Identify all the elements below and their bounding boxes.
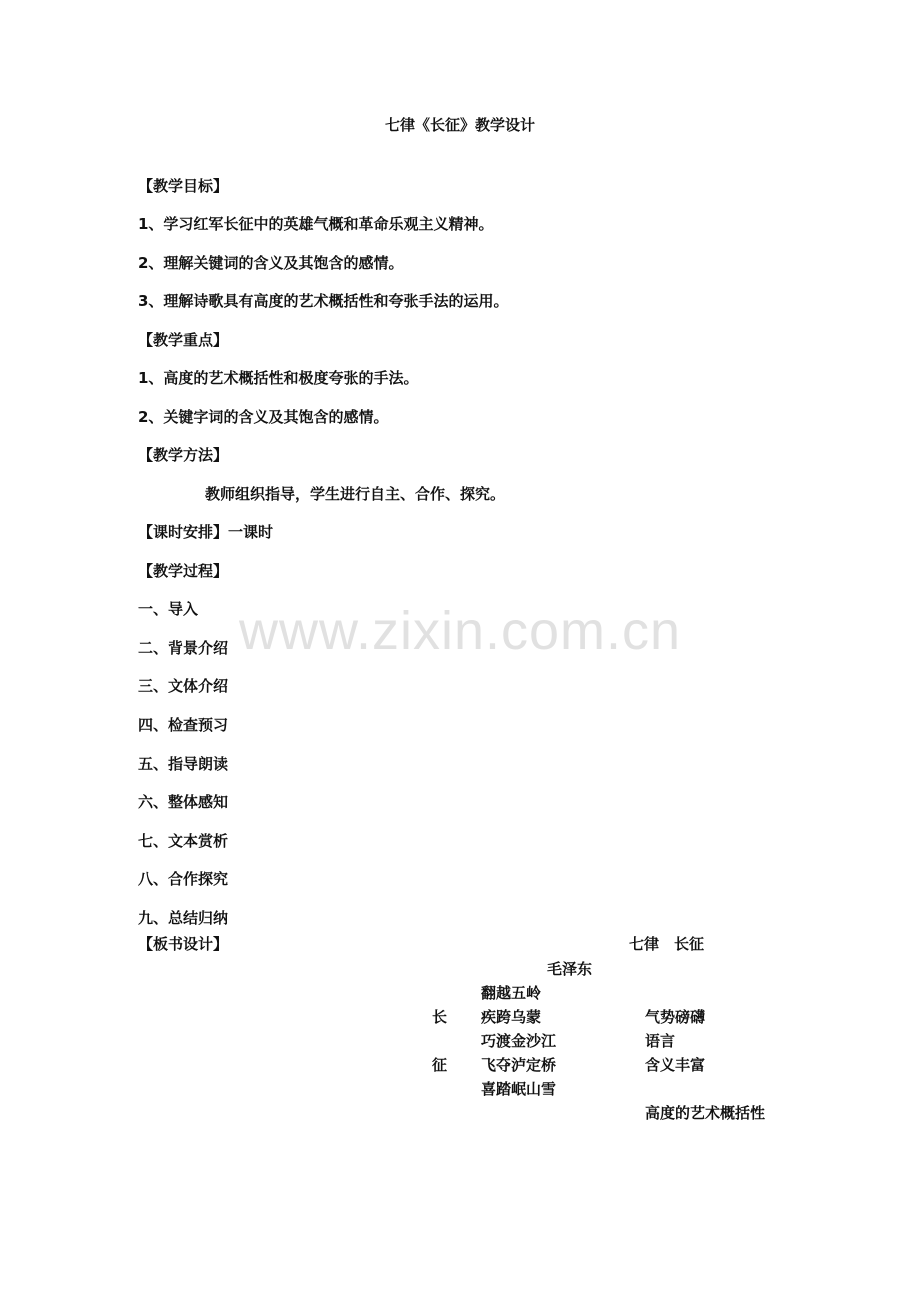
process-step: 六、整体感知 [138,793,229,811]
process-step: 五、指导朗读 [138,755,229,773]
board-event: 疾跨乌蒙 [481,1008,542,1026]
board-poem-title: 七律 长征 [629,935,705,953]
schedule-value: 一课时 [228,523,274,541]
process-step: 八、合作探究 [138,870,229,888]
method-text: 教师组织指导，学生进行自主、合作、探究。 [205,485,506,503]
focus-item: 2、关键字词的含义及其饱含的感情。 [138,408,389,426]
schedule-line [138,522,273,542]
method-heading: 【教学方法】 [138,446,229,464]
schedule-heading: 【课时安排】 [138,523,229,541]
board-point: 语言 [645,1032,676,1050]
process-step: 七、文本赏析 [138,832,229,850]
objectives-heading: 【教学目标】 [138,177,229,195]
document-title: 七律《长征》教学设计 [384,116,535,134]
process-step: 三、文体介绍 [138,677,229,695]
board-author: 毛泽东 [547,960,593,978]
board-event: 巧渡金沙江 [481,1032,557,1050]
objective-item: 2、理解关键词的含义及其饱含的感情。 [138,254,404,272]
process-step: 一、导入 [138,600,199,618]
objective-item: 1、学习红军长征中的英雄气概和革命乐观主义精神。 [138,215,494,233]
process-step: 四、检查预习 [138,716,229,734]
focus-heading: 【教学重点】 [138,331,229,349]
process-step: 九、总结归纳 [138,909,229,927]
board-heading: 【板书设计】 [138,935,229,953]
board-point: 高度的艺术概括性 [645,1104,766,1122]
process-heading: 【教学过程】 [138,562,229,580]
board-event: 飞夺泸定桥 [481,1056,557,1074]
board-event: 翻越五岭 [481,984,542,1002]
watermark: www.zixin.com.cn [238,601,682,661]
board-point: 气势磅礴 [645,1008,706,1026]
board-point: 含义丰富 [645,1056,706,1074]
board-event: 喜踏岷山雪 [481,1080,557,1098]
process-step: 二、背景介绍 [138,639,229,657]
objective-item: 3、理解诗歌具有高度的艺术概括性和夸张手法的运用。 [138,292,509,310]
board-side-char: 长 [432,1008,448,1026]
focus-item: 1、高度的艺术概括性和极度夸张的手法。 [138,369,419,387]
board-side-char: 征 [432,1056,448,1074]
